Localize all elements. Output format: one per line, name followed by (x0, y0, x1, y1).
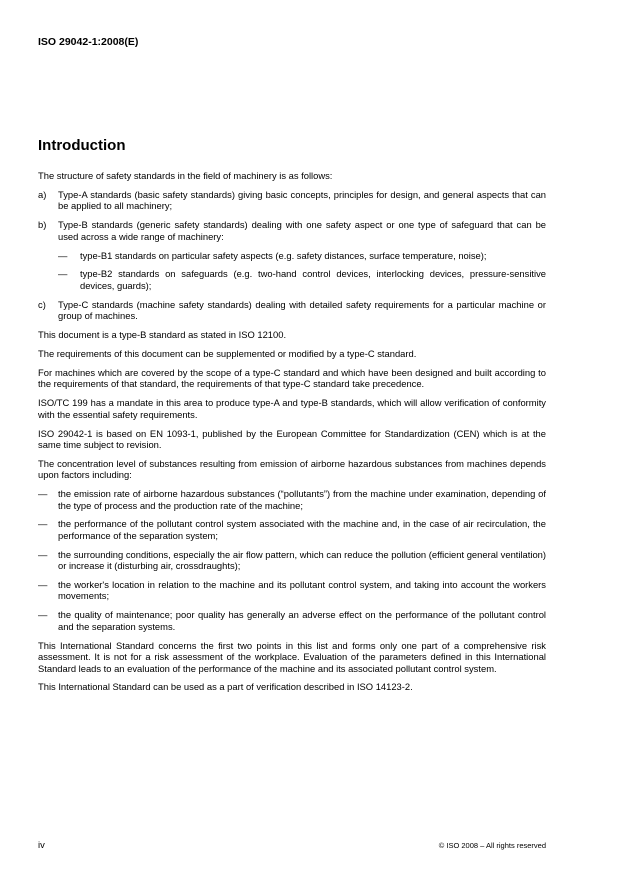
paragraph: ISO/TC 199 has a mandate in this area to produce type-A and type-B standards, which will allow verification of conformity with the essential safety requirements. (38, 397, 546, 420)
copyright-notice: © ISO 2008 – All rights reserved (438, 841, 546, 850)
list-label: c) (38, 298, 46, 310)
paragraph: The concentration level of substances resulting from emission of airborne hazardous substances from machines depends upon factors including: (38, 457, 546, 481)
sub-list-item (38, 268, 546, 291)
list-text: type-B2 standards on safeguards (e.g. two-hand control devices, interlocking devices, pressure-sensitive devices, guards); (80, 268, 546, 291)
paragraph: This International Standard concerns the first two points in this list and forms only one part of a comprehensive risk assessment. It is not for a risk assessment of the workplace. Evaluation of the parameters defined in this International Standard leads to an evaluation of the performance of the machine and its associated pollutant control system. (38, 639, 546, 674)
factor-item (38, 518, 546, 541)
paragraph: This document is a type-B standard as stated in ISO 12100. (38, 329, 287, 341)
sub-list-item (38, 250, 546, 261)
list-item (38, 219, 546, 242)
list-label: a) (38, 188, 47, 200)
paragraph: This International Standard can be used as a part of verification described in ISO 14123-2. (38, 681, 413, 693)
factor-item (38, 579, 546, 602)
dash-bullet: — (38, 609, 48, 621)
list-text: type-B1 standards on particular safety aspects (e.g. safety distances, surface temperature, noise); (80, 249, 487, 261)
dash-bullet: — (58, 249, 68, 261)
list-label: b) (38, 219, 47, 231)
body-text (38, 170, 546, 700)
page-number: iv (38, 839, 45, 850)
section-title: Introduction (38, 137, 126, 154)
paragraph: For machines which are covered by the scope of a type-C standard and which have been designed and built according to the requirements of that standard, the requirements of that type-C standard take precedence. (38, 366, 546, 390)
list-text: the performance of the pollutant control system associated with the machine and, in the case of air recirculation, the performance of the separation system; (58, 518, 546, 541)
paragraph: ISO 29042-1 is based on EN 1093-1, published by the European Committee for Standardization (CEN) which is at the same time subject to revision. (38, 427, 546, 450)
list-item (38, 299, 546, 322)
list-text: the worker's location in relation to the machine and its pollutant control system, and taking into account the workers movements; (58, 579, 546, 602)
factor-item (38, 549, 546, 572)
dash-bullet: — (38, 518, 48, 530)
intro-paragraph: The structure of safety standards in the field of machinery is as follows: (38, 170, 333, 181)
document-id: ISO 29042-1:2008(E) (38, 36, 139, 48)
factor-item (38, 609, 546, 632)
factor-item (38, 488, 546, 511)
list-text: Type-C standards (machine safety standards) dealing with detailed safety requirements for a particular machine or group of machines. (58, 298, 546, 322)
list-text: the quality of maintenance; poor quality has generally an adverse effect on the performance of the pollutant control and the separation systems. (58, 609, 546, 632)
dash-bullet: — (38, 579, 48, 591)
list-text: the surrounding conditions, especially the air flow pattern, which can reduce the pollution (efficient general ventilation) or increase it (disturbing air, crossdraughts); (58, 548, 546, 572)
dash-bullet: — (38, 488, 48, 500)
list-text: Type-A standards (basic safety standards) giving basic concepts, principles for design, and general aspects that can be applied to all machinery; (58, 188, 546, 212)
list-item (38, 189, 546, 212)
list-text: the emission rate of airborne hazardous substances (“pollutants”) from the machine under examination, depending of the type of process and the production rate of the machine; (58, 488, 546, 511)
paragraph: The requirements of this document can be supplemented or modified by a type-C standard. (38, 347, 417, 359)
dash-bullet: — (58, 268, 68, 280)
list-text: Type-B standards (generic safety standards) dealing with one safety aspect or one type of safeguard that can be used across a wide range of machinery: (58, 219, 546, 242)
dash-bullet: — (38, 548, 48, 560)
